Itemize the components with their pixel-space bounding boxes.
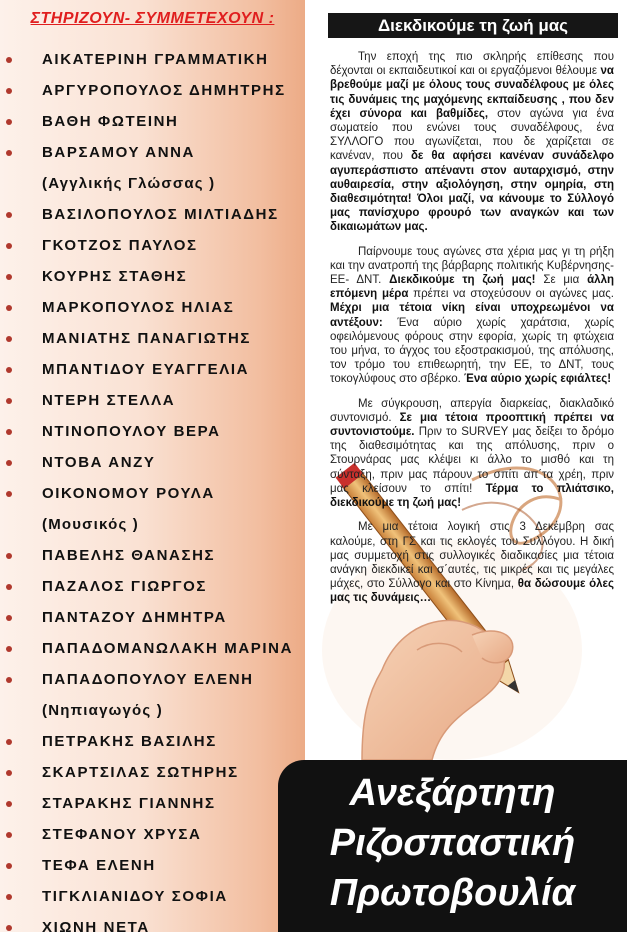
supporter-item — [0, 261, 305, 292]
supporter-name: ΜΑΡΚΟΠΟΥΛΟΣ ΗΛΙΑΣ — [42, 299, 235, 316]
paragraph-text: στον αγώνα για ένα σωματείο που ενώνει τους συναδέλφους, ένα ΣΥΛΛΟΓΟ που αγωνίζεται, που δε χαρίζεται σε κανέναν, που — [330, 107, 614, 163]
bullet-icon — [6, 57, 12, 63]
supporter-specialty-row — [0, 695, 305, 726]
supporter-name: ΠΕΤΡΑΚΗΣ ΒΑΣΙΛΗΣ — [42, 733, 217, 750]
supporter-name: ΣΤΑΡΑΚΗΣ ΓΙΑΝΝΗΣ — [42, 795, 216, 812]
paragraph-text: Πριν το SURVEY μας δείξει το δρόμο της διαθεσιμότητας και της απόλυσης, πριν ο Στουρνάρας μας κλέψει κι άλλο το μισθό και τη σύνταξη, πριν μας πάρουν το σπίτι απ΄τα χρέη, πριν μας κλείσουν το σπίτι! — [330, 426, 614, 495]
bullet-icon — [6, 398, 12, 404]
supporter-specialty: (Αγγλικής Γλώσσας ) — [42, 175, 216, 192]
supporter-item — [0, 881, 305, 912]
article-paragraph — [330, 50, 614, 235]
supporter-name: ΝΤΙΝΟΠΟΥΛΟΥ ΒΕΡΑ — [42, 423, 221, 440]
bullet-icon — [6, 243, 12, 249]
supporter-item — [0, 726, 305, 757]
supporter-item — [0, 788, 305, 819]
bullet-icon — [6, 770, 12, 776]
supporter-item — [0, 819, 305, 850]
supporter-name: ΠΑΖΑΛΟΣ ΓΙΩΡΓΟΣ — [42, 578, 207, 595]
emphasis-text: δε θα αφήσει κανέναν συνάδελφο αγυπεράσπιστο απέναντι στον αυταρχισμό, στην αυθαιρεσία, στην αξιολόγηση, στην ομηρία, στη διαθεσιμότητα! Όλοι μαζί, να κάνουμε το Σύλλογό μας πανίσχυρο φρουρό των αναγκών και των δικαιωμάτων μας. — [330, 150, 614, 234]
supporter-name: ΜΠΑΝΤΙΔΟΥ ΕΥΑΓΓΕΛΙΑ — [42, 361, 250, 378]
supporter-name: ΠΑΠΑΔΟΜΑΝΩΛΑΚΗ ΜΑΡΙΝΑ — [42, 640, 293, 657]
bullet-icon — [6, 615, 12, 621]
emphasis-text: Σε μια τέτοια προοπτική πρέπει να συντονιστούμε. — [330, 411, 614, 439]
bullet-icon — [6, 646, 12, 652]
bullet-icon — [6, 832, 12, 838]
supporter-name: ΣΚΑΡΤΣΙΛΑΣ ΣΩΤΗΡΗΣ — [42, 764, 239, 781]
supporter-name: ΑΙΚΑΤΕΡΙΝΗ ΓΡΑΜΜΑΤΙΚΗ — [42, 51, 269, 68]
article-paragraph — [330, 245, 614, 387]
supporter-specialty: (Νηπιαγωγός ) — [42, 702, 163, 719]
supporter-item — [0, 540, 305, 571]
supporter-name: ΒΑΘΗ ΦΩΤΕΙΝΗ — [42, 113, 179, 130]
supporter-specialty-row — [0, 509, 305, 540]
supporter-name: ΒΑΡΣΑΜΟΥ ΑΝΝΑ — [42, 144, 195, 161]
supporter-item — [0, 912, 305, 943]
article-body — [330, 50, 614, 616]
supporter-item — [0, 44, 305, 75]
bullet-icon — [6, 677, 12, 683]
banner-line-2: Ριζοσπαστική — [329, 822, 576, 864]
paragraph-text: Παίρνουμε τους αγώνες στα χέρια μας γι τη ρήξη και την ανατροπή της βάρβαρης πολιτικής Κυβέρνησης- ΕΕ- ΔΝΤ. — [330, 245, 614, 287]
supporter-specialty: (Μουσικός ) — [42, 516, 140, 533]
paragraph-text: Ένα αύριο χωρίς χαράτσια, χωρίς οφειλόμενους φόρους στην εφορία, χωρίς τη φτώχεια του μήνα, το άγχος του εξοστρακισμού, της απόλυσης, τον τρόμο του επιθεωρητή, την ΕΕ, το ΔΝΤ, τους τοκογλύφους στο σβέρκο. — [330, 316, 614, 386]
supporter-item — [0, 447, 305, 478]
supporter-name: ΝΤΟΒΑ ΑΝΖΥ — [42, 454, 156, 471]
bullet-icon — [6, 739, 12, 745]
article-paragraph — [330, 520, 614, 605]
paragraph-text: πρέπει να στοχεύσουν οι αγώνες μας. — [408, 288, 614, 301]
supporter-item — [0, 850, 305, 881]
paragraph-text: Με μια τέτοια λογική στις 3 Δεκέμβρη σας καλούμε, στη ΓΣ και τις εκλογές του Συλλόγου. Η δική μας συμμετοχή στις συλλογικές διαδικασίες μια τέτοια ανάγκη διεκδικεί και σ΄αυτές, τις μικρές και τις μεγάλες μάχες, στο Σύλλογο και στο Κίνημα, — [330, 521, 614, 591]
bullet-icon — [6, 801, 12, 807]
supporter-item — [0, 230, 305, 261]
supporter-item — [0, 354, 305, 385]
bullet-icon — [6, 88, 12, 94]
supporter-item — [0, 478, 305, 509]
supporter-name: ΤΙΓΚΛΙΑΝΙΔΟΥ ΣΟΦΙΑ — [42, 888, 228, 905]
bullet-icon — [6, 336, 12, 342]
paragraph-text: Με σύγκρουση, απεργία διαρκείας, διακλαδικό συντονισμό. — [330, 397, 614, 424]
bullet-icon — [6, 305, 12, 311]
supporter-item — [0, 292, 305, 323]
bullet-icon — [6, 150, 12, 156]
supporter-item — [0, 633, 305, 664]
bullet-icon — [6, 429, 12, 435]
supporter-name: ΠΑΒΕΛΗΣ ΘΑΝΑΣΗΣ — [42, 547, 216, 564]
supporter-item — [0, 416, 305, 447]
supporter-item — [0, 385, 305, 416]
supporters-list — [0, 44, 305, 943]
supporter-item — [0, 757, 305, 788]
paragraph-text: Σε μια — [535, 274, 588, 287]
supporter-name: ΓΚΟΤΖΟΣ ΠΑΥΛΟΣ — [42, 237, 198, 254]
supporter-item — [0, 571, 305, 602]
supporter-item — [0, 664, 305, 695]
emphasis-text: άλλη επόμενη μέρα — [330, 274, 614, 301]
supporter-name: ΠΑΝΤΑΖΟΥ ΔΗΜΗΤΡΑ — [42, 609, 227, 626]
supporter-name: ΒΑΣΙΛΟΠΟΥΛΟΣ ΜΙΛΤΙΑΔΗΣ — [42, 206, 279, 223]
supporter-item — [0, 199, 305, 230]
supporter-item — [0, 323, 305, 354]
banner-line-3: Πρωτοβουλία — [329, 872, 576, 914]
supporter-name: ΧΙΩΝΗ ΝΕΤΑ — [42, 919, 150, 936]
emphasis-text: Τέρμα το πλιάτσικο, διεκδικούμε τη ζωή μας! — [330, 482, 614, 510]
bullet-icon — [6, 491, 12, 497]
bullet-icon — [6, 925, 12, 931]
supporter-item — [0, 106, 305, 137]
bullet-icon — [6, 460, 12, 466]
supporter-specialty-row — [0, 168, 305, 199]
supporters-panel — [0, 0, 305, 936]
bullet-icon — [6, 553, 12, 559]
bullet-icon — [6, 894, 12, 900]
bullet-icon — [6, 584, 12, 590]
bullet-icon — [6, 274, 12, 280]
supporter-name: ΟΙΚΟΝΟΜΟΥ ΡΟΥΛΑ — [42, 485, 215, 502]
bullet-icon — [6, 367, 12, 373]
supporter-name: ΚΟΥΡΗΣ ΣΤΑΘΗΣ — [42, 268, 188, 285]
emphasis-text: θα δώσουμε όλες μας τις δυνάμεις… — [330, 578, 614, 605]
emphasis-text: Μέχρι μια τέτοια νίκη είναι υποχρεωμένοι να αντέξουν: — [330, 302, 614, 329]
bullet-icon — [6, 212, 12, 218]
emphasis-text: Διεκδικούμε τη ζωή μας! — [389, 274, 536, 287]
bullet-icon — [6, 119, 12, 125]
paragraph-text: Την εποχή της πιο σκληρής επίθεσης που δέχονται οι εκπαιδευτικοί και οι εργαζόμενοι θέλουμε — [330, 51, 614, 78]
supporter-name: ΑΡΓΥΡΟΠΟΥΛΟΣ ΔΗΜΗΤΡΗΣ — [42, 82, 286, 99]
supporter-name: ΝΤΕΡΗ ΣΤΕΛΛΑ — [42, 392, 176, 409]
emphasis-text: Ένα αύριο χωρίς εφιάλτες! — [464, 373, 612, 386]
supporter-item — [0, 137, 305, 168]
article-title: Διεκδικούμε τη ζωή μας — [328, 13, 618, 38]
article-paragraph — [330, 397, 614, 511]
banner-line-1: Ανεξάρτητη — [349, 772, 556, 814]
supporter-item — [0, 75, 305, 106]
supporter-name: ΜΑΝΙΑΤΗΣ ΠΑΝΑΓΙΩΤΗΣ — [42, 330, 252, 347]
supporter-name: ΣΤΕΦΑΝΟΥ ΧΡΥΣΑ — [42, 826, 202, 843]
supporter-name: ΠΑΠΑΔΟΠΟΥΛΟΥ ΕΛΕΝΗ — [42, 671, 254, 688]
supporter-name: ΤΕΦΑ ΕΛΕΝΗ — [42, 857, 156, 874]
supporters-heading: ΣΤΗΡΙΖΟΥΝ- ΣΥΜΜΕΤΕΧΟΥΝ : — [30, 10, 275, 27]
bullet-icon — [6, 863, 12, 869]
supporter-item — [0, 602, 305, 633]
emphasis-text: να βρεθούμε μαζί με όλους τους συναδέλφους με όλες τις δυνάμεις της μαχόμενης εκπαίδευσης , που δεν έχει σύνορα και βαθμίδες, — [330, 65, 614, 120]
